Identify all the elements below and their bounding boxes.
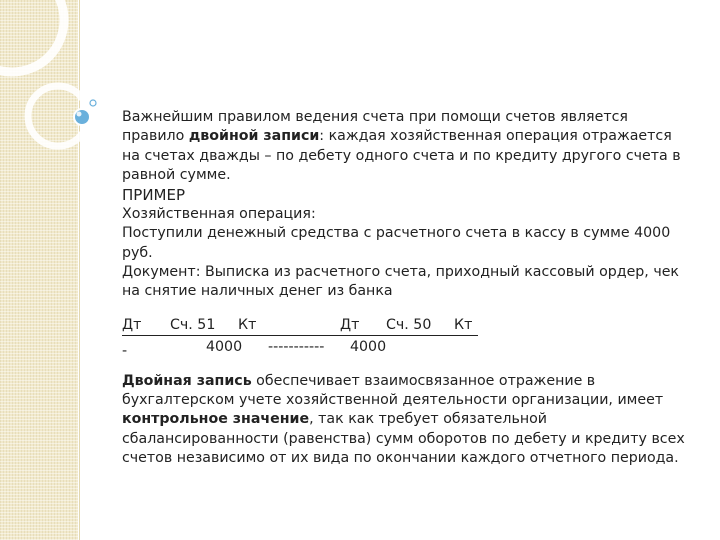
account-50-label: Сч. 50 bbox=[378, 316, 452, 336]
dt2-label: Дт bbox=[340, 316, 378, 336]
account-51-label: Сч. 51 bbox=[162, 316, 232, 336]
intro-text-end: : каждая хозяйственная операция отражается на счетах дважды – по дебету одного счета и по кредиту другого счета в равной сумме. bbox=[122, 128, 681, 183]
amount-right: 4000 bbox=[350, 338, 387, 355]
bullet-ball-icon bbox=[74, 109, 90, 125]
dash-marker: - bbox=[122, 342, 128, 359]
intro-text-start: Важнейшим правилом ведения счета при помощи счетов является правило bbox=[122, 109, 628, 145]
kt1-label: Кт bbox=[232, 316, 340, 336]
bullet-highlight bbox=[77, 112, 82, 117]
intro-paragraph bbox=[122, 108, 692, 185]
example-heading: ПРИМЕР bbox=[122, 186, 186, 205]
spacer bbox=[122, 358, 692, 372]
intro-bold-term: двойной записи bbox=[188, 128, 320, 145]
slide-content bbox=[122, 108, 692, 468]
decorative-arc-top bbox=[0, 0, 64, 72]
conclusion-bold-term-2: контрольное значение bbox=[122, 411, 310, 428]
amount-left: 4000 bbox=[206, 338, 243, 355]
conclusion-text-1: обеспечивает взаимосвязанное отражение в бухгалтерском учете хозяйственной деятельности организации, имеет bbox=[122, 372, 664, 408]
connector-dashes: ----------- bbox=[268, 338, 325, 355]
conclusion-text-2: , так как требует обязательной сбалансированности (равенства) сумм оборотов по дебету и кредиту всех счетов независимо от их вида по окончании каждого отчетного периода. bbox=[122, 411, 685, 466]
dt1-label: Дт bbox=[122, 316, 162, 336]
t-account-header bbox=[122, 316, 692, 338]
t-account-values bbox=[122, 338, 692, 358]
document-text: Документ: Выписка из расчетного счета, приходный кассовый ордер, чек на снятие наличных денег из банка bbox=[122, 264, 679, 300]
conclusion-paragraph bbox=[122, 372, 692, 468]
operation-label: Хозяйственная операция: bbox=[122, 206, 316, 223]
small-bubble-icon bbox=[90, 100, 96, 106]
conclusion-bold-term-1: Двойная запись bbox=[122, 372, 252, 389]
decorative-circles bbox=[0, 0, 140, 200]
operation-text: Поступили денежный средства с расчетного счета в кассу в сумме 4000 руб. bbox=[122, 225, 671, 261]
kt2-label: Кт bbox=[452, 316, 478, 336]
